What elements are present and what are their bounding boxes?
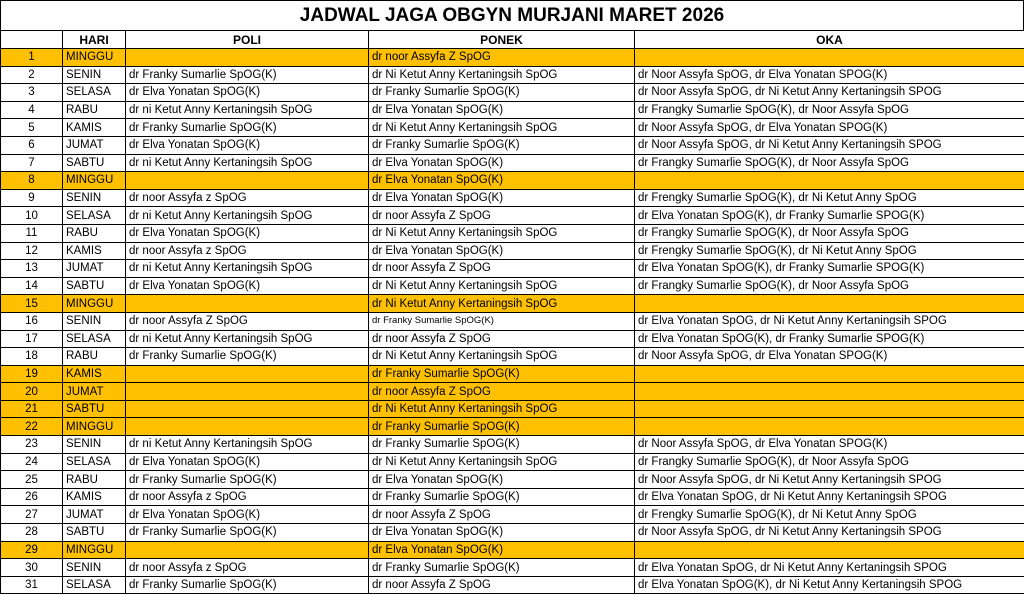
poli-cell: dr Franky Sumarlie SpOG(K) xyxy=(126,348,369,366)
table-row xyxy=(1,348,1024,366)
header-oka: OKA xyxy=(635,31,1024,49)
ponek-cell: dr Franky Sumarlie SpOG(K) xyxy=(369,559,635,577)
poli-cell: dr Elva Yonatan SpOG(K) xyxy=(126,453,369,471)
ponek-cell: dr Elva Yonatan SpOG(K) xyxy=(369,471,635,489)
day-name-cell: SELASA xyxy=(63,330,126,348)
oka-cell xyxy=(635,49,1024,67)
ponek-cell: dr Ni Ketut Anny Kertaningsih SpOG xyxy=(369,224,635,242)
day-number-cell: 2 xyxy=(1,66,63,84)
table-row xyxy=(1,242,1024,260)
day-name-cell: SELASA xyxy=(63,207,126,225)
poli-cell: dr Franky Sumarlie SpOG(K) xyxy=(126,66,369,84)
poli-cell: dr ni Ketut Anny Kertaningsih SpOG xyxy=(126,207,369,225)
day-number-cell: 22 xyxy=(1,418,63,436)
day-name-cell: SABTU xyxy=(63,154,126,172)
day-name-cell: MINGGU xyxy=(63,541,126,559)
day-number-cell: 23 xyxy=(1,436,63,454)
poli-cell: dr Franky Sumarlie SpOG(K) xyxy=(126,524,369,542)
day-name-cell: KAMIS xyxy=(63,242,126,260)
ponek-cell: dr Franky Sumarlie SpOG(K) xyxy=(369,488,635,506)
poli-cell xyxy=(126,295,369,313)
poli-cell: dr ni Ketut Anny Kertaningsih SpOG xyxy=(126,154,369,172)
table-row xyxy=(1,365,1024,383)
ponek-cell: dr Ni Ketut Anny Kertaningsih SpOG xyxy=(369,277,635,295)
ponek-cell: dr Ni Ketut Anny Kertaningsih SpOG xyxy=(369,400,635,418)
table-row xyxy=(1,418,1024,436)
table-row xyxy=(1,524,1024,542)
schedule-table xyxy=(0,30,1024,594)
page-title: JADWAL JAGA OBGYN MURJANI MARET 2026 xyxy=(0,0,1024,30)
oka-cell xyxy=(635,172,1024,190)
day-number-cell: 21 xyxy=(1,400,63,418)
table-row xyxy=(1,506,1024,524)
day-number-cell: 24 xyxy=(1,453,63,471)
ponek-cell: dr Elva Yonatan SpOG(K) xyxy=(369,242,635,260)
oka-cell: dr Frangky Sumarlie SpOG(K), dr Noor Assyfa SpOG xyxy=(635,101,1024,119)
header-hari: HARI xyxy=(63,31,126,49)
poli-cell xyxy=(126,400,369,418)
oka-cell xyxy=(635,295,1024,313)
oka-cell: dr Noor Assyfa SpOG, dr Ni Ketut Anny Kertaningsih SPOG xyxy=(635,84,1024,102)
table-row xyxy=(1,559,1024,577)
header-ponek: PONEK xyxy=(369,31,635,49)
oka-cell: dr Elva Yonatan SpOG(K), dr Franky Sumarlie SPOG(K) xyxy=(635,330,1024,348)
day-name-cell: KAMIS xyxy=(63,119,126,137)
ponek-cell: dr Elva Yonatan SpOG(K) xyxy=(369,189,635,207)
poli-cell: dr ni Ketut Anny Kertaningsih SpOG xyxy=(126,101,369,119)
table-row xyxy=(1,330,1024,348)
day-number-cell: 20 xyxy=(1,383,63,401)
ponek-cell: dr Ni Ketut Anny Kertaningsih SpOG xyxy=(369,66,635,84)
table-row xyxy=(1,49,1024,67)
day-name-cell: RABU xyxy=(63,224,126,242)
table-row xyxy=(1,436,1024,454)
poli-cell: dr Elva Yonatan SpOG(K) xyxy=(126,506,369,524)
ponek-cell: dr Elva Yonatan SpOG(K) xyxy=(369,541,635,559)
day-number-cell: 14 xyxy=(1,277,63,295)
day-number-cell: 31 xyxy=(1,576,63,594)
table-row xyxy=(1,154,1024,172)
ponek-cell: dr noor Assyfa Z SpOG xyxy=(369,49,635,67)
poli-cell: dr noor Assyfa z SpOG xyxy=(126,488,369,506)
table-row xyxy=(1,224,1024,242)
day-number-cell: 12 xyxy=(1,242,63,260)
ponek-cell: dr Franky Sumarlie SpOG(K) xyxy=(369,84,635,102)
day-number-cell: 30 xyxy=(1,559,63,577)
day-number-cell: 6 xyxy=(1,136,63,154)
table-row xyxy=(1,207,1024,225)
day-number-cell: 10 xyxy=(1,207,63,225)
table-row xyxy=(1,260,1024,278)
poli-cell xyxy=(126,172,369,190)
poli-cell xyxy=(126,383,369,401)
ponek-cell: dr noor Assyfa Z SpOG xyxy=(369,506,635,524)
oka-cell: dr Noor Assyfa SpOG, dr Elva Yonatan SPOG(K) xyxy=(635,436,1024,454)
ponek-cell: dr noor Assyfa Z SpOG xyxy=(369,383,635,401)
ponek-cell: dr Ni Ketut Anny Kertaningsih SpOG xyxy=(369,119,635,137)
ponek-cell: dr Ni Ketut Anny Kertaningsih SpOG xyxy=(369,348,635,366)
day-number-cell: 18 xyxy=(1,348,63,366)
day-number-cell: 19 xyxy=(1,365,63,383)
table-row xyxy=(1,400,1024,418)
day-number-cell: 5 xyxy=(1,119,63,137)
ponek-cell: dr noor Assyfa Z SpOG xyxy=(369,260,635,278)
day-name-cell: SENIN xyxy=(63,559,126,577)
ponek-cell: dr Franky Sumarlie SpOG(K) xyxy=(369,436,635,454)
poli-cell xyxy=(126,541,369,559)
day-number-cell: 29 xyxy=(1,541,63,559)
day-name-cell: SENIN xyxy=(63,312,126,330)
day-number-cell: 17 xyxy=(1,330,63,348)
oka-cell: dr Frengky Sumarlie SpOG(K), dr Ni Ketut Anny SpOG xyxy=(635,506,1024,524)
day-name-cell: SENIN xyxy=(63,189,126,207)
poli-cell: dr Franky Sumarlie SpOG(K) xyxy=(126,576,369,594)
ponek-cell: dr noor Assyfa Z SpOG xyxy=(369,576,635,594)
day-name-cell: MINGGU xyxy=(63,172,126,190)
oka-cell: dr Noor Assyfa SpOG, dr Elva Yonatan SPOG(K) xyxy=(635,348,1024,366)
day-number-cell: 28 xyxy=(1,524,63,542)
table-row xyxy=(1,383,1024,401)
day-name-cell: SABTU xyxy=(63,277,126,295)
poli-cell: dr Elva Yonatan SpOG(K) xyxy=(126,136,369,154)
day-name-cell: JUMAT xyxy=(63,383,126,401)
poli-cell: dr ni Ketut Anny Kertaningsih SpOG xyxy=(126,260,369,278)
oka-cell xyxy=(635,541,1024,559)
table-row xyxy=(1,136,1024,154)
day-number-cell: 9 xyxy=(1,189,63,207)
poli-cell: dr noor Assyfa z SpOG xyxy=(126,242,369,260)
day-number-cell: 15 xyxy=(1,295,63,313)
table-row xyxy=(1,84,1024,102)
ponek-cell: dr noor Assyfa Z SpOG xyxy=(369,207,635,225)
oka-cell: dr Frengky Sumarlie SpOG(K), dr Ni Ketut Anny SpOG xyxy=(635,242,1024,260)
table-row xyxy=(1,172,1024,190)
header-row xyxy=(1,31,1024,49)
ponek-cell: dr Elva Yonatan SpOG(K) xyxy=(369,524,635,542)
poli-cell xyxy=(126,365,369,383)
oka-cell: dr Noor Assyfa SpOG, dr Elva Yonatan SPOG(K) xyxy=(635,66,1024,84)
day-name-cell: SELASA xyxy=(63,84,126,102)
day-number-cell: 3 xyxy=(1,84,63,102)
table-row xyxy=(1,189,1024,207)
day-name-cell: RABU xyxy=(63,348,126,366)
oka-cell xyxy=(635,365,1024,383)
day-name-cell: SELASA xyxy=(63,576,126,594)
day-name-cell: RABU xyxy=(63,101,126,119)
oka-cell: dr Frangky Sumarlie SpOG(K), dr Noor Assyfa SpOG xyxy=(635,453,1024,471)
day-number-cell: 16 xyxy=(1,312,63,330)
day-name-cell: SABTU xyxy=(63,524,126,542)
oka-cell: dr Frangky Sumarlie SpOG(K), dr Noor Assyfa SpOG xyxy=(635,154,1024,172)
ponek-cell: dr Franky Sumarlie SpOG(K) xyxy=(369,418,635,436)
ponek-cell: dr Ni Ketut Anny Kertaningsih SpOG xyxy=(369,453,635,471)
day-name-cell: JUMAT xyxy=(63,260,126,278)
oka-cell xyxy=(635,383,1024,401)
poli-cell: dr Franky Sumarlie SpOG(K) xyxy=(126,471,369,489)
ponek-cell: dr Elva Yonatan SpOG(K) xyxy=(369,172,635,190)
poli-cell: dr noor Assyfa Z SpOG xyxy=(126,312,369,330)
oka-cell: dr Noor Assyfa SpOG, dr Ni Ketut Anny Kertaningsih SPOG xyxy=(635,136,1024,154)
day-number-cell: 26 xyxy=(1,488,63,506)
header-poli: POLI xyxy=(126,31,369,49)
day-number-cell: 25 xyxy=(1,471,63,489)
day-number-cell: 27 xyxy=(1,506,63,524)
table-row xyxy=(1,488,1024,506)
day-name-cell: KAMIS xyxy=(63,365,126,383)
header-no xyxy=(1,31,63,49)
day-number-cell: 11 xyxy=(1,224,63,242)
day-number-cell: 13 xyxy=(1,260,63,278)
ponek-cell: dr Elva Yonatan SpOG(K) xyxy=(369,101,635,119)
day-name-cell: SELASA xyxy=(63,453,126,471)
ponek-cell: dr Franky Sumarlie SpOG(K) xyxy=(369,365,635,383)
oka-cell: dr Elva Yonatan SpOG, dr Ni Ketut Anny Kertaningsih SPOG xyxy=(635,559,1024,577)
day-name-cell: SABTU xyxy=(63,400,126,418)
table-row xyxy=(1,453,1024,471)
oka-cell: dr Elva Yonatan SpOG, dr Ni Ketut Anny Kertaningsih SPOG xyxy=(635,488,1024,506)
oka-cell: dr Noor Assyfa SpOG, dr Ni Ketut Anny Kertaningsih SPOG xyxy=(635,524,1024,542)
table-row xyxy=(1,295,1024,313)
ponek-cell: dr Franky Sumarlie SpOG(K) xyxy=(369,312,635,330)
day-name-cell: JUMAT xyxy=(63,136,126,154)
ponek-cell: dr Elva Yonatan SpOG(K) xyxy=(369,154,635,172)
day-number-cell: 8 xyxy=(1,172,63,190)
ponek-cell: dr Ni Ketut Anny Kertaningsih SpOG xyxy=(369,295,635,313)
poli-cell: dr ni Ketut Anny Kertaningsih SpOG xyxy=(126,330,369,348)
day-name-cell: JUMAT xyxy=(63,506,126,524)
oka-cell: dr Noor Assyfa SpOG, dr Elva Yonatan SPOG(K) xyxy=(635,119,1024,137)
table-row xyxy=(1,471,1024,489)
oka-cell xyxy=(635,418,1024,436)
oka-cell: dr Frangky Sumarlie SpOG(K), dr Noor Assyfa SpOG xyxy=(635,277,1024,295)
oka-cell: dr Frangky Sumarlie SpOG(K), dr Noor Assyfa SpOG xyxy=(635,224,1024,242)
day-name-cell: SENIN xyxy=(63,66,126,84)
table-row xyxy=(1,576,1024,594)
table-row xyxy=(1,66,1024,84)
poli-cell xyxy=(126,49,369,67)
poli-cell: dr Elva Yonatan SpOG(K) xyxy=(126,277,369,295)
day-name-cell: MINGGU xyxy=(63,418,126,436)
table-row xyxy=(1,312,1024,330)
day-name-cell: SENIN xyxy=(63,436,126,454)
table-row xyxy=(1,541,1024,559)
poli-cell xyxy=(126,418,369,436)
poli-cell: dr noor Assyfa z SpOG xyxy=(126,559,369,577)
table-row xyxy=(1,119,1024,137)
day-name-cell: MINGGU xyxy=(63,295,126,313)
oka-cell: dr Elva Yonatan SpOG(K), dr Franky Sumarlie SPOG(K) xyxy=(635,207,1024,225)
poli-cell: dr Elva Yonatan SpOG(K) xyxy=(126,84,369,102)
poli-cell: dr Franky Sumarlie SpOG(K) xyxy=(126,119,369,137)
table-row xyxy=(1,277,1024,295)
oka-cell: dr Elva Yonatan SpOG(K), dr Franky Sumarlie SPOG(K) xyxy=(635,260,1024,278)
schedule-rows xyxy=(1,49,1024,594)
day-number-cell: 4 xyxy=(1,101,63,119)
ponek-cell: dr Franky Sumarlie SpOG(K) xyxy=(369,136,635,154)
poli-cell: dr noor Assyfa z SpOG xyxy=(126,189,369,207)
oka-cell xyxy=(635,400,1024,418)
poli-cell: dr ni Ketut Anny Kertaningsih SpOG xyxy=(126,436,369,454)
poli-cell: dr Elva Yonatan SpOG(K) xyxy=(126,224,369,242)
day-name-cell: RABU xyxy=(63,471,126,489)
oka-cell: dr Elva Yonatan SpOG, dr Ni Ketut Anny Kertaningsih SPOG xyxy=(635,312,1024,330)
oka-cell: dr Frengky Sumarlie SpOG(K), dr Ni Ketut Anny SpOG xyxy=(635,189,1024,207)
ponek-cell: dr noor Assyfa Z SpOG xyxy=(369,330,635,348)
day-name-cell: KAMIS xyxy=(63,488,126,506)
day-number-cell: 1 xyxy=(1,49,63,67)
table-row xyxy=(1,101,1024,119)
day-name-cell: MINGGU xyxy=(63,49,126,67)
oka-cell: dr Elva Yonatan SpOG(K), dr Ni Ketut Anny Kertaningsih SPOG xyxy=(635,576,1024,594)
oka-cell: dr Noor Assyfa SpOG, dr Ni Ketut Anny Kertaningsih SPOG xyxy=(635,471,1024,489)
day-number-cell: 7 xyxy=(1,154,63,172)
